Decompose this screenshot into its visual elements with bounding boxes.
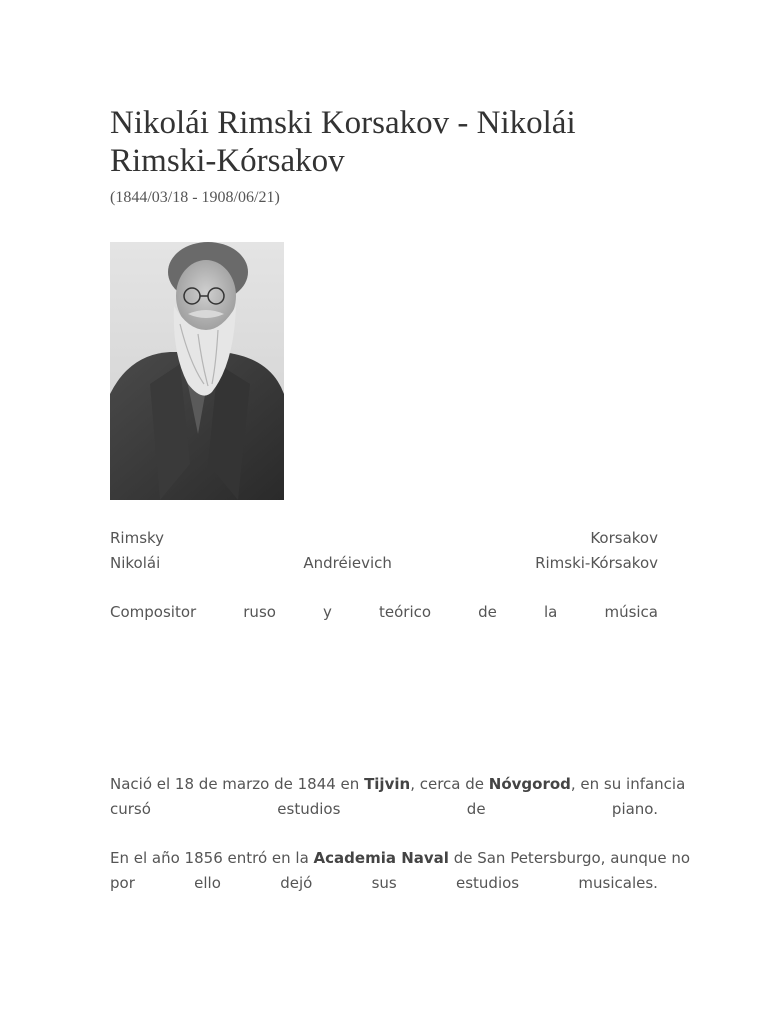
biography-p1-line-1	[110, 772, 686, 797]
text-word: cursó	[110, 799, 151, 818]
name-word: Rimsky	[110, 529, 165, 547]
academia-naval: Academia Naval	[313, 849, 449, 867]
name-word: Korsakov	[590, 529, 658, 547]
name-word: Andréievich	[303, 553, 392, 572]
text-word: musicales.	[578, 873, 658, 892]
text-segment: , cerca de	[410, 775, 489, 793]
text-word: piano.	[611, 799, 658, 818]
text-segment: En el año 1856 entró en la	[110, 849, 314, 867]
text-word: sus	[371, 873, 397, 892]
text-word: de	[466, 799, 486, 818]
name-word: Nikolái	[110, 553, 161, 572]
text-word: estudios	[456, 873, 520, 892]
biography-paragraph-1	[110, 772, 686, 821]
text-segment: Nació el 18 de marzo de 1844 en	[110, 775, 365, 793]
life-dates: (1844/03/18 - 1908/06/21)	[110, 189, 280, 206]
biography-p2-line-1	[110, 846, 691, 871]
description-word: teórico	[379, 603, 432, 621]
portrait-photo	[110, 234, 284, 500]
text-word: ello	[194, 873, 221, 892]
names-block	[110, 526, 658, 575]
name-word: Rimski-Kórsakov	[535, 553, 658, 572]
description-line	[110, 600, 658, 625]
description-word: y	[323, 603, 332, 621]
text-word: por	[110, 873, 135, 892]
biography-p1-line-2	[110, 797, 658, 822]
place-tijvin: Tijvin	[364, 775, 411, 793]
text-segment: , en su infancia	[570, 775, 686, 793]
text-segment: de San Petersburgo, aunque no	[448, 849, 691, 867]
text-word: dejó	[280, 873, 313, 892]
biography-paragraph-2	[110, 846, 691, 895]
names-line-2	[110, 551, 658, 576]
text-word: estudios	[277, 799, 341, 818]
description-word: Compositor	[110, 603, 197, 621]
description-word: música	[604, 603, 658, 621]
names-line-1	[110, 526, 658, 551]
description-word: de	[478, 603, 497, 621]
biography-p2-line-2	[110, 871, 658, 896]
place-novgorod: Nóvgorod	[488, 775, 571, 793]
description-word: la	[544, 603, 558, 621]
description-word: ruso	[243, 603, 276, 621]
page-title: Nikolái Rimski Korsakov - Nikolái Rimski-Kórsakov	[110, 105, 576, 179]
